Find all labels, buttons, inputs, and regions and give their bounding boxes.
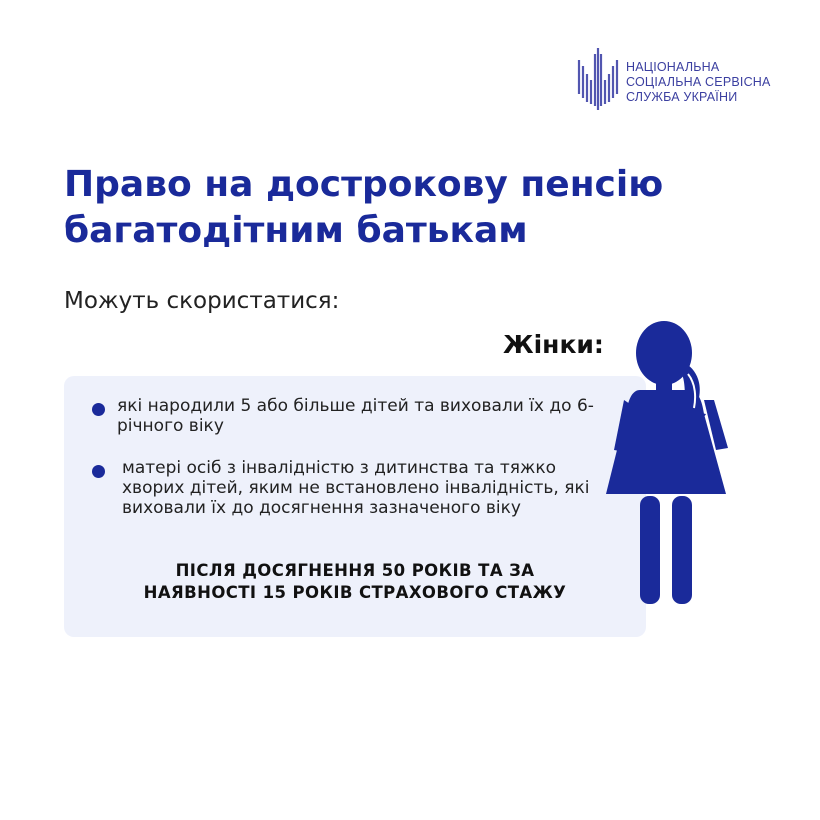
bullet-dot-icon: [92, 465, 105, 478]
logo: [576, 46, 796, 112]
nssu-trident-logo-icon: [576, 46, 620, 112]
note-line-2: НАЯВНОСТІ 15 РОКІВ СТРАХОВОГО СТАЖУ: [143, 583, 567, 602]
subtitle: Можуть скористатися:: [64, 288, 340, 314]
logo-line: НАЦІОНАЛЬНА: [626, 60, 720, 74]
woman-figure-icon: [606, 318, 736, 608]
page-title: [64, 162, 663, 254]
list-item: [92, 396, 612, 436]
condition-note: [64, 560, 646, 604]
list-item-text: матері осіб з інвалідністю з дитинства та тяжко хворих дітей, яким не встановлено інвалідність, які виховали їх до досягнення зазначеного віку: [122, 458, 590, 518]
title-line-1: Право на дострокову пенсію: [64, 164, 664, 205]
logo-line: СОЦІАЛЬНА СЕРВІСНА: [626, 75, 771, 89]
eligibility-card: [64, 376, 646, 637]
logo-text: [626, 60, 771, 105]
audience-label: Жінки:: [503, 330, 604, 359]
list-item: [92, 458, 612, 518]
logo-line: СЛУЖБА УКРАЇНИ: [626, 90, 738, 104]
list-item-text: які народили 5 або більше дітей та виховали їх до 6-річного віку: [117, 396, 594, 436]
bullet-dot-icon: [92, 403, 105, 416]
title-line-2: багатодітним батькам: [64, 210, 528, 251]
note-line-1: ПІСЛЯ ДОСЯГНЕННЯ 50 РОКІВ ТА ЗА: [175, 561, 535, 580]
